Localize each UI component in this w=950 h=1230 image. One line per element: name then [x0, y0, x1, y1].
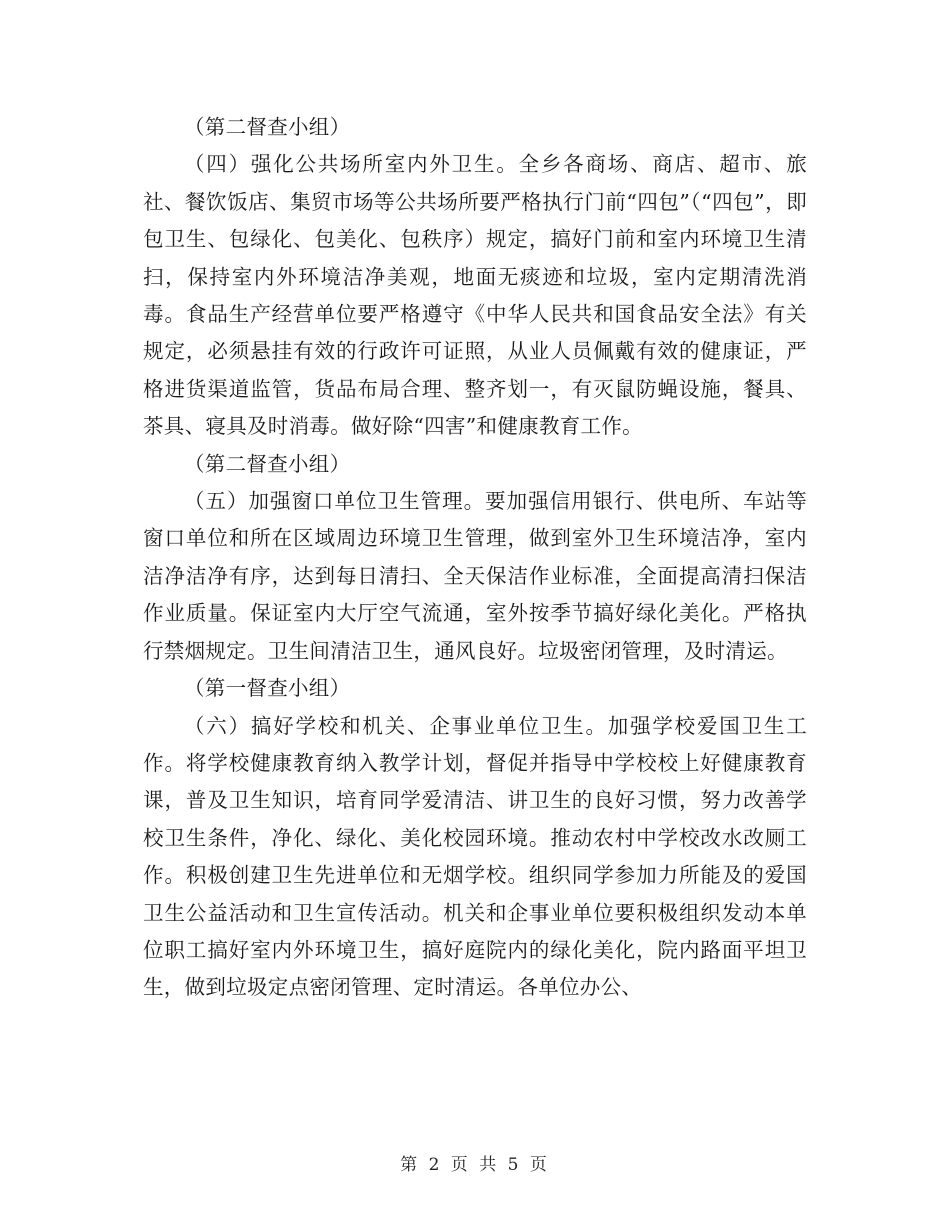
section-five-paragraph: （五）加强窗口单位卫生管理。要加强信用银行、供电所、车站等窗口单位和所在区域周边环境卫生管理，做到室外卫生环境洁净，室内洁净洁净有序，达到每日清扫、全天保洁作业标准，全面提高清扫保洁作业质量。保证室内大厅空气流通，室外按季节搞好绿化美化。严格执行禁烟规定。卫生间清洁卫生，通风良好。垃圾密闭管理，及时清运。 — [143, 489, 807, 663]
group-note: （第一督查小组） — [184, 676, 351, 701]
page-number: 第 2 页 共 5 页 — [400, 1155, 550, 1175]
document-body — [143, 109, 807, 1007]
section-six-paragraph: （六）搞好学校和机关、企事业单位卫生。加强学校爱国卫生工作。将学校健康教育纳入教学计划，督促并指导中学校校上好健康教育课，普及卫生知识，培育同学爱清洁、讲卫生的良好习惯，努力改善学校卫生条件，净化、绿化、美化校园环境。推动农村中学校改水改厕工作。积极创建卫生先进单位和无烟学校。组织同学参加力所能及的爱国卫生公益活动和卫生宣传活动。机关和企事业单位要积极组织发动本单位职工搞好室内外环境卫生，搞好庭院内的绿化美化，院内路面平坦卫生，做到垃圾定点密闭管理、定时清运。各单位办公、 — [143, 713, 807, 1000]
page-footer — [0, 1150, 950, 1175]
group-note: （第二督查小组） — [184, 451, 351, 476]
group-note: （第二督查小组） — [184, 115, 351, 139]
section-four-paragraph: （四）强化公共场所室内外卫生。全乡各商场、商店、超市、旅社、餐饮饭店、集贸市场等公共场所要严格执行门前“四包”（“四包”，即包卫生、包绿化、包美化、包秩序）规定，搞好门前和室内环境卫生清扫，保持室内外环境洁净美观，地面无痰迹和垃圾，室内定期清洗消毒。食品生产经营单位要严格遵守《中华人民共和国食品安全法》有关规定，必须悬挂有效的行政许可证照，从业人员佩戴有效的健康证，严格进货渠道监管，货品布局合理、整齐划一，有灭鼠防蝇设施，餐具、茶具、寝具及时消毒。做好除“四害”和健康教育工作。 — [143, 152, 807, 439]
